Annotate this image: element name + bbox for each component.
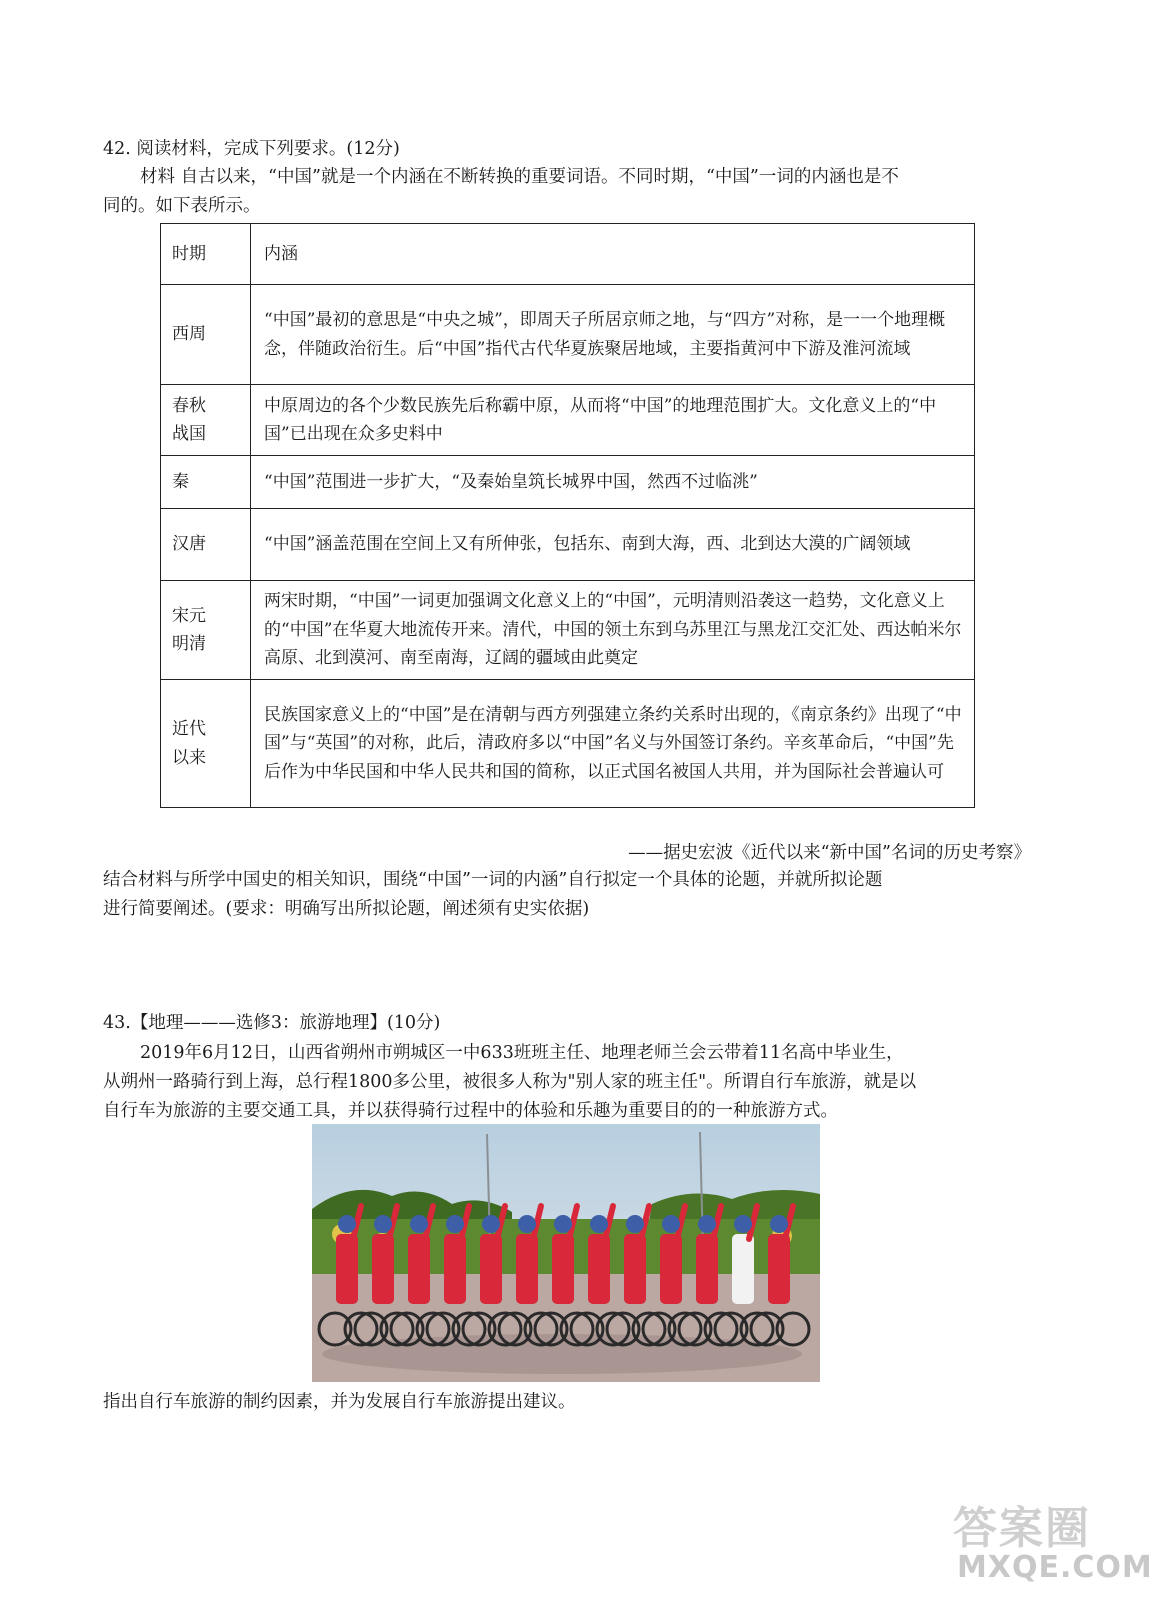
content-cell: 中原周边的各个少数民族先后称霸中原，从而将“中国”的地理范围扩大。文化意义上的“中国”已出现在众多史料中 <box>251 385 975 456</box>
content-cell: “中国”涵盖范围在空间上又有所伸张，包括东、南到大海，西、北到达大漠的广阔领域 <box>251 509 975 581</box>
cyclist-figure <box>643 1206 701 1345</box>
cyclist-figure <box>427 1206 485 1345</box>
material-source: ——据史宏波《近代以来“新中国”名词的历史考察》 <box>628 843 1031 863</box>
question-42-requirement-line2: 进行简要阐述。(要求：明确写出所拟论题，阐述须有史实依据) <box>103 899 590 919</box>
material-text-line1: 材料 自古以来，“中国”就是一个内涵在不断转换的重要词语。不同时期，“中国”一词的内涵也是不 <box>140 167 899 187</box>
question-43-paragraph-line1: 2019年6月12日，山西省朔州市朔城区一中633班班主任、地理老师兰会云带着11名高中毕业生， <box>140 1043 904 1063</box>
site-watermark-logo <box>953 1492 1153 1592</box>
content-cell: 民族国家意义上的“中国”是在清朝与西方列强建立条约关系时出现的，《南京条约》出现了“中国”与“英国”的对称，此后，清政府多以“中国”名义与外国签订条约。辛亥革命后，“中国”先后作为中华民国和中华人民共和国的简称，以正式国名被国人共用，并为国际社会普遍认可 <box>251 680 975 808</box>
content-cell: 两宋时期，“中国”一词更加强调文化意义上的“中国”，元明清则沿袭这一趋势，文化意义上的“中国”在华夏大地流传开来。清代，中国的领土东到乌苏里江与黑龙江交汇处、西达帕米尔高原、北到漠河、南至南海，辽阔的疆域由此奠定 <box>251 581 975 680</box>
period-cell: 近代以来 <box>161 680 251 808</box>
cyclist-figure <box>679 1206 737 1345</box>
cyclist-figure <box>355 1206 413 1345</box>
cyclist-figure <box>715 1206 773 1345</box>
question-43-paragraph-line2: 从朔州一路骑行到上海，总行程1800多公里，被很多人称为"别人家的班主任"。所谓自行车旅游，就是以 <box>103 1072 917 1092</box>
period-cell: 西周 <box>161 285 251 385</box>
table-header-row <box>161 224 975 285</box>
watermark-top: 答案圈 <box>953 1503 1091 1554</box>
material-text-line2: 同的。如下表所示。 <box>103 196 261 216</box>
header-period: 时期 <box>161 224 251 285</box>
cycling-group-photo <box>312 1124 820 1382</box>
cyclist-figure <box>499 1206 557 1345</box>
cyclist-figure <box>535 1206 593 1345</box>
table-row <box>161 509 975 581</box>
period-cell: 汉唐 <box>161 509 251 581</box>
watermark-bottom: MXQE.COM <box>957 1550 1153 1585</box>
question-43-title: 43.【地理———选修3：旅游地理】(10分) <box>103 1013 441 1033</box>
table-row <box>161 385 975 456</box>
period-cell: 春秋战国 <box>161 385 251 456</box>
table-row <box>161 456 975 509</box>
cyclist-figure <box>751 1206 809 1345</box>
cyclist-figure <box>463 1206 521 1345</box>
cyclist-figure <box>571 1206 629 1345</box>
period-cell: 秦 <box>161 456 251 509</box>
history-table <box>160 223 975 808</box>
cyclist-figure <box>391 1206 449 1345</box>
question-43-paragraph-line3: 自行车为旅游的主要交通工具，并以获得骑行过程中的体验和乐趣为重要目的的一种旅游方式。 <box>103 1101 838 1121</box>
cyclist-figure <box>319 1206 377 1345</box>
period-cell: 宋元明清 <box>161 581 251 680</box>
question-42-requirement-line1: 结合材料与所学中国史的相关知识，围绕“中国”一词的内涵”自行拟定一个具体的论题，并就所拟论题 <box>103 870 883 890</box>
table-row <box>161 680 975 808</box>
question-43-requirement: 指出自行车旅游的制约因素，并为发展自行车旅游提出建议。 <box>103 1392 576 1412</box>
header-content: 内涵 <box>251 224 975 285</box>
content-cell: “中国”最初的意思是“中央之城”，即周天子所居京师之地，与“四方”对称，是一一个地理概念，伴随政治衍生。后“中国”指代古代华夏族聚居地域，主要指黄河中下游及淮河流域 <box>251 285 975 385</box>
cyclist-figure <box>607 1206 665 1345</box>
table-row <box>161 285 975 385</box>
question-42-title: 42. 阅读材料，完成下列要求。(12分) <box>103 139 400 159</box>
table-row <box>161 581 975 680</box>
content-cell: “中国”范围进一步扩大，“及秦始皇筑长城界中国，然西不过临洮” <box>251 456 975 509</box>
